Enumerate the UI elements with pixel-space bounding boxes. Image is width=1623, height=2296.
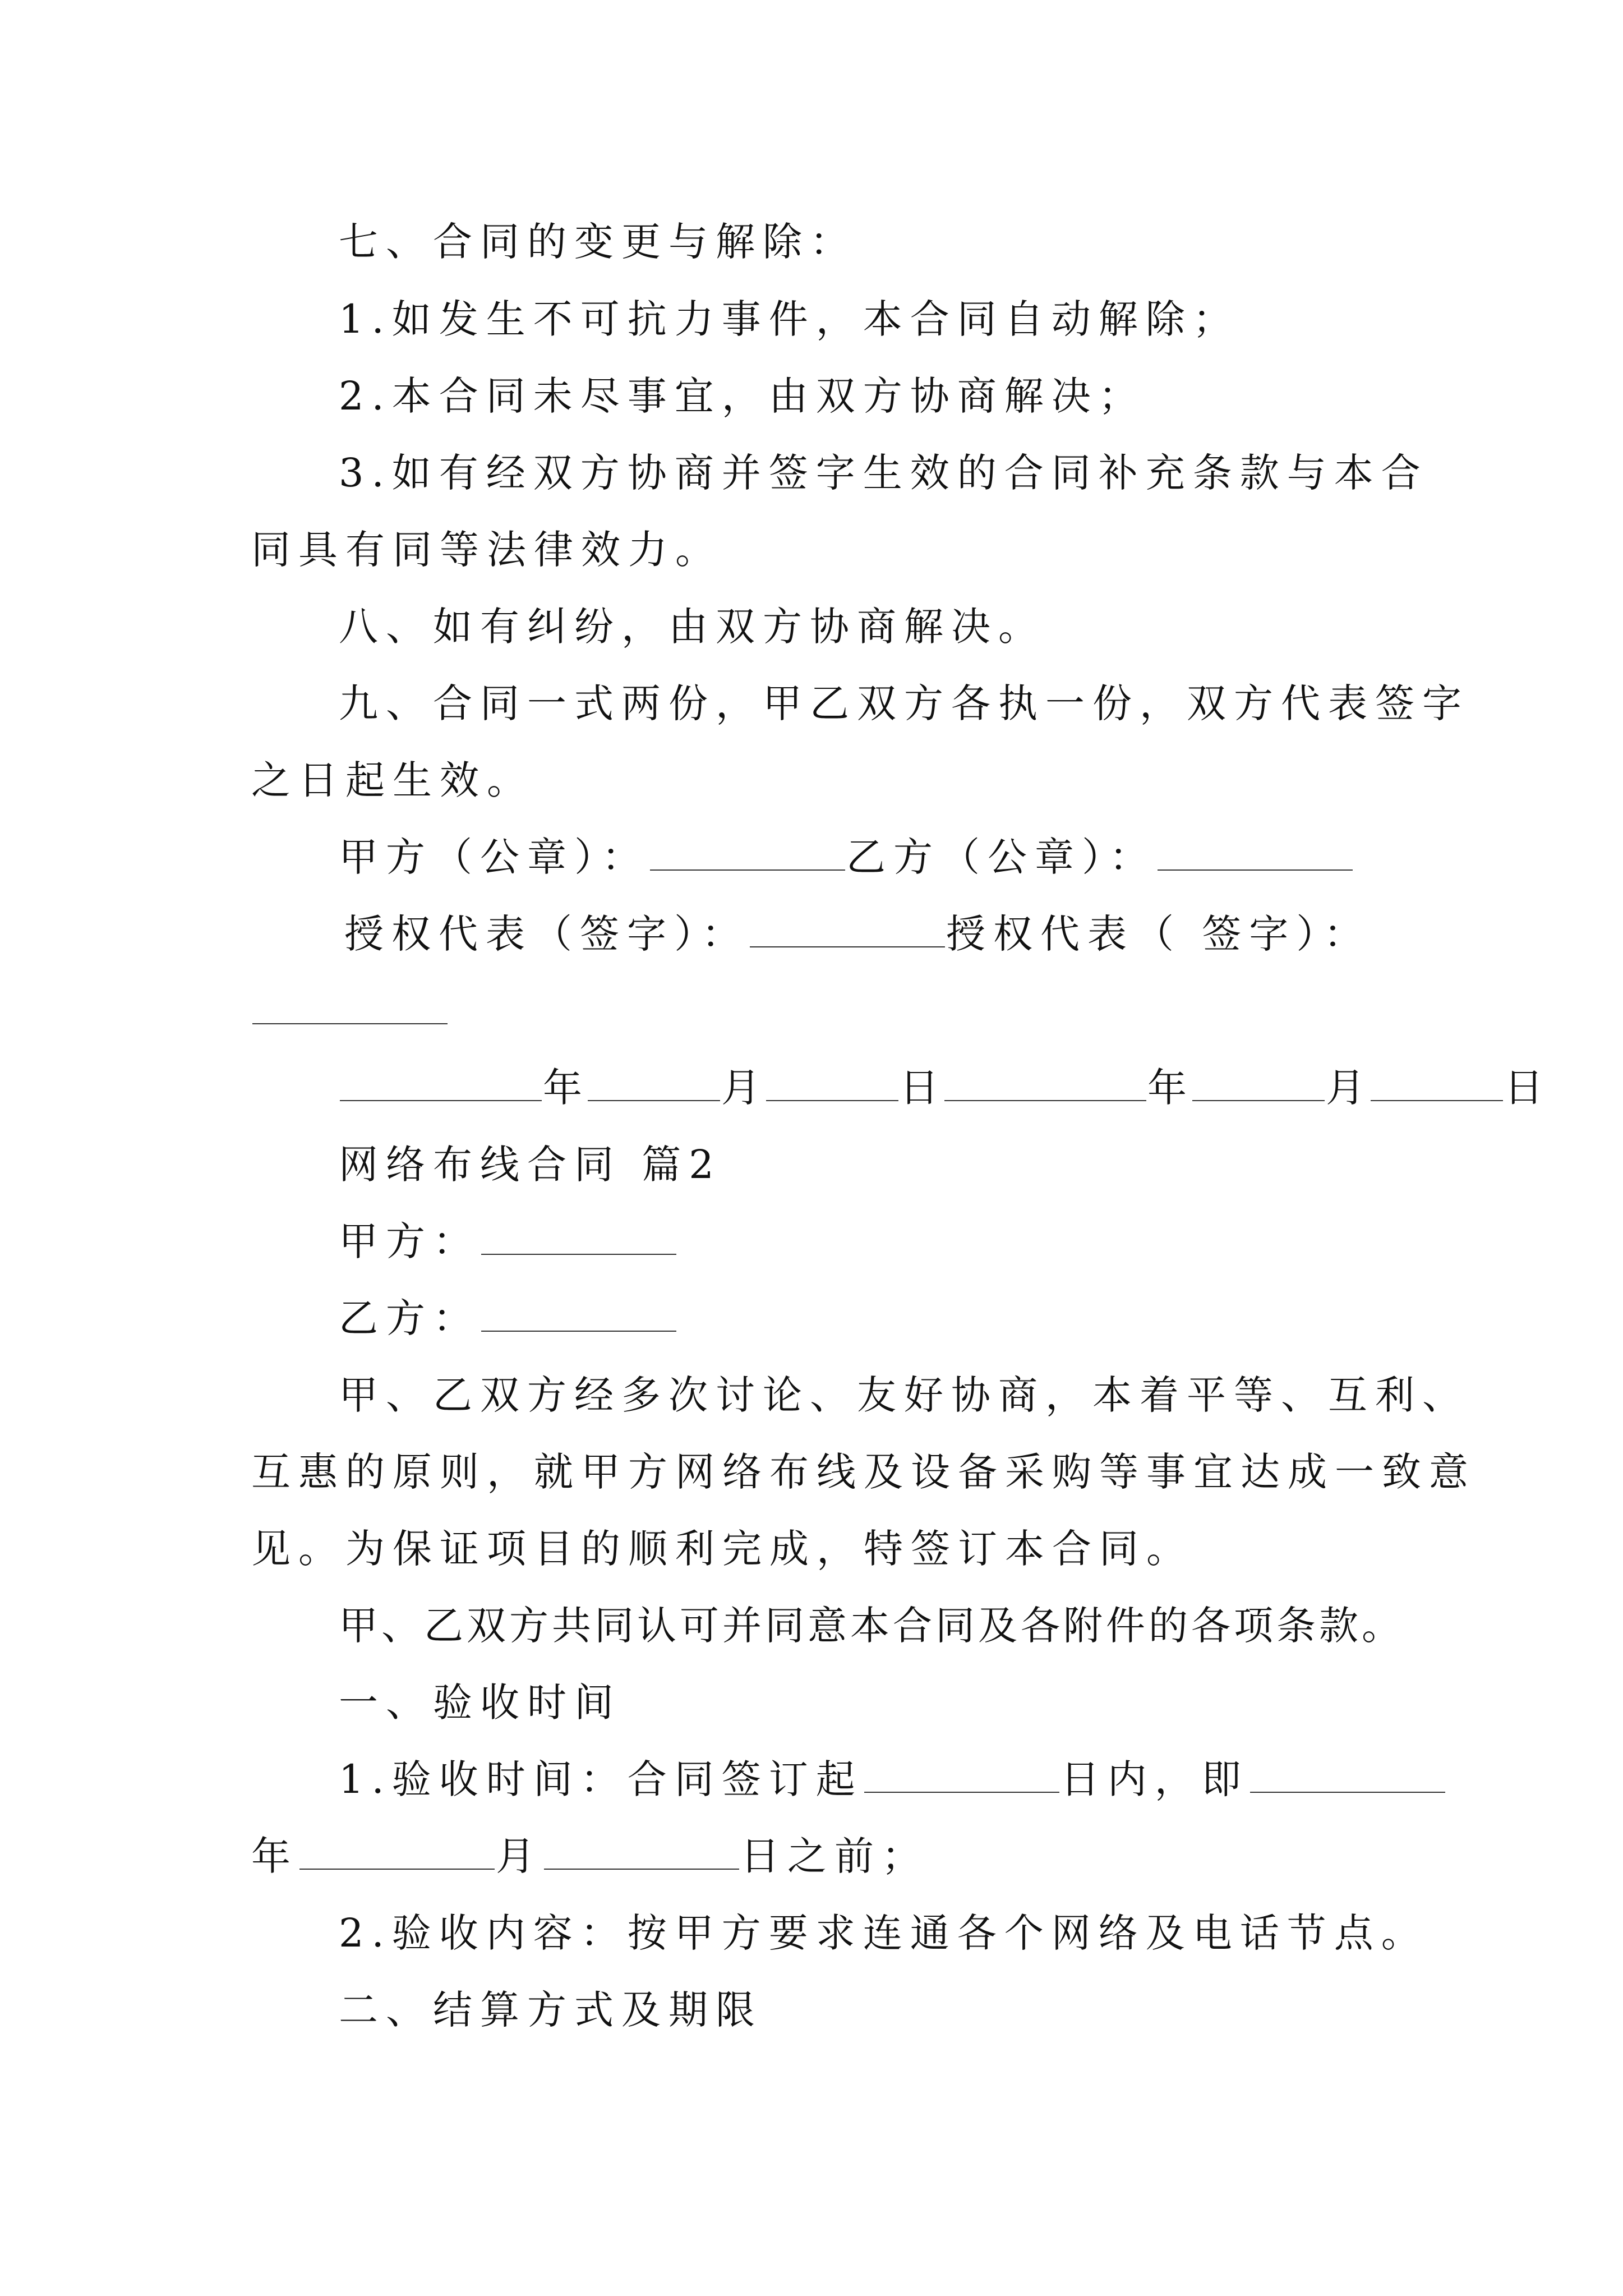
seal-line (339, 834, 1354, 880)
party-b-day-label: 日 (1504, 1065, 1548, 1111)
party-b-blank (481, 1331, 676, 1332)
party-a-month-blank (588, 1100, 720, 1101)
clause-7-item-1: 1.如发生不可抗力事件，本合同自动解除； (339, 296, 1240, 342)
party-b-representative-blank-line (251, 991, 449, 1030)
clause-7-heading: 七、合同的变更与解除： (339, 219, 857, 265)
party-a-month-label: 月 (721, 1065, 765, 1111)
party-b-month-blank (1192, 1100, 1325, 1101)
clause-7-item-2: 2.本合同未尽事宜，由双方协商解决； (339, 373, 1146, 419)
acceptance-year-label: 年 (251, 1833, 298, 1879)
clause-9: 九、合同一式两份，甲乙双方各执一份，双方代表签字 (339, 680, 1469, 726)
acceptance-month-blank (299, 1869, 495, 1870)
party-a-representative-blank (750, 946, 945, 947)
acceptance-date-line (251, 1833, 929, 1879)
party-b-year-blank (944, 1100, 1146, 1101)
preamble-line-1: 甲、乙双方经多次讨论、友好协商，本着平等、互利、 (339, 1372, 1469, 1418)
clause-7-item-3: 3.如有经双方协商并签字生效的合同补充条款与本合 (339, 450, 1428, 496)
party-a-seal-blank (650, 869, 845, 871)
party-b-line (339, 1295, 677, 1341)
party-b-month-label: 月 (1326, 1065, 1370, 1111)
party-a-label: 甲方： (339, 1218, 480, 1264)
party-a-seal-label: 甲方（公章）： (339, 834, 649, 880)
acceptance-days-label: 日内，即 (1060, 1756, 1249, 1802)
acceptance-day-label: 日之前； (740, 1833, 929, 1879)
clause-9-continued: 之日起生效。 (251, 757, 534, 803)
acceptance-content: 2.验收内容：按甲方要求连通各个网络及电话节点。 (339, 1910, 1428, 1956)
clause-8: 八、如有纠纷，由双方协商解决。 (339, 604, 1045, 650)
party-a-year-label: 年 (543, 1065, 587, 1111)
party-a-year-blank (340, 1100, 542, 1101)
party-b-representative-blank (252, 1023, 448, 1024)
clause-7-item-3-continued: 同具有同等法律效力。 (251, 527, 722, 573)
party-b-seal-label: 乙方（公章）： (846, 834, 1156, 880)
clause-1-heading: 一、验收时间 (339, 1680, 621, 1726)
party-a-day-label: 日 (900, 1065, 943, 1111)
acceptance-time-label: 1.验收时间：合同签订起 (339, 1756, 863, 1802)
party-b-representative-label: 授权代表（ 签字）： (946, 911, 1371, 957)
party-a-blank (481, 1254, 676, 1255)
preamble-line-3: 见。为保证项目的顺利完成，特签订本合同。 (251, 1526, 1193, 1572)
party-a-line (339, 1218, 677, 1264)
acceptance-year-blank (1250, 1792, 1445, 1793)
signature-line (344, 911, 1371, 957)
section-title: 网络布线合同 篇2 (339, 1142, 722, 1188)
party-a-representative-label: 授权代表（签字）： (344, 911, 749, 957)
clause-2-heading: 二、结算方式及期限 (339, 1987, 763, 2033)
date-line (339, 1065, 1548, 1111)
acceptance-day-blank (544, 1869, 739, 1870)
party-b-label: 乙方： (339, 1295, 480, 1341)
party-a-day-blank (766, 1100, 898, 1101)
party-b-day-blank (1371, 1100, 1503, 1101)
party-b-seal-blank (1158, 869, 1353, 871)
acceptance-days-blank (864, 1792, 1059, 1793)
acceptance-time-line (339, 1756, 1446, 1802)
party-b-year-label: 年 (1147, 1065, 1191, 1111)
acceptance-month-label: 月 (496, 1833, 543, 1879)
agreement-statement: 甲、乙双方共同认可并同意本合同及各附件的各项条款。 (339, 1603, 1404, 1649)
preamble-line-2: 互惠的原则，就甲方网络布线及设备采购等事宜达成一致意 (251, 1449, 1476, 1495)
